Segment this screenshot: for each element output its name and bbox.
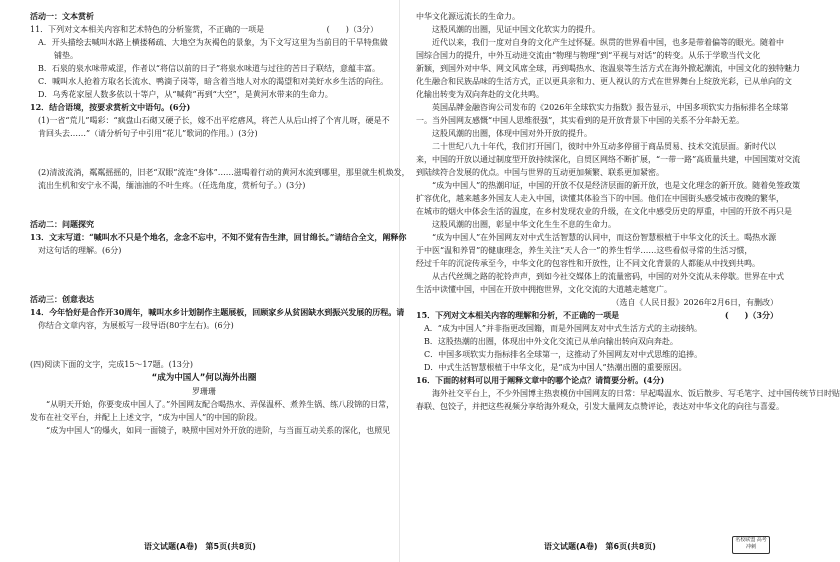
article-paragraph-1: “从明天开始，你要变成中国人了。”外国网友配合喝热水、弄保温杯、煮养生锅、练八段锦的日常， [46, 400, 395, 409]
question-15-score: ( )（3分） [724, 310, 778, 320]
page-6 [400, 0, 840, 562]
article-paragraph-1-cont: 发布在社交平台，并配上上述文字，“成为中国人”的中国的阶段。 [30, 413, 263, 422]
question-11-stem: 11．下列对文本相关内容和艺术特色的分析鉴赏，不正确的一项是 [30, 25, 265, 34]
article-paragraph-2: “成为中国人”的爆火，如同一面镜子，映照中国对外开放的进阶，与当面互动关系的深化，也照见 [46, 426, 391, 435]
section-heading-3: 活动三：创意表达 [30, 295, 94, 304]
article-text: 近代以来，我们一度对自身的文化产生过怀疑。纵贯的世界看中国，也多是带着偏等的眼光。随着中 [432, 38, 784, 47]
article-source: （选自《人民日报》2026年2月6日，有删改） [611, 298, 778, 307]
option-15d: D．中式生活智慧根植于中华文化，是“成为中国人”热潮出圈的重要原因。 [424, 363, 687, 372]
article-text: 国综合国力的提升，中外互动进交流由“物理与物理”到“平视与对话”的转变。从乐于学歌当代文化 [416, 51, 761, 60]
option-11d: D．乌秀花家屋人数多依以十等户，从“喊荷”再到“大空”，是黄河水带来的生命力。 [38, 90, 333, 99]
question-11-score: ( )（3分） [326, 25, 378, 34]
answer-space [30, 140, 378, 166]
option-11a: A．开头描绘去喊叫水路上横搂稀疏、大地空为灰褐色的景象，为下文写这里为当前目的干旱特焦做 [38, 38, 388, 47]
article-text: “成为中国人”的热潮印证，中国的开放不仅是经济层面的新开放，也是文化理念的新开放。随着免签政策 [432, 181, 801, 190]
page-5 [0, 0, 410, 562]
option-15a: A．“成为中国人”并非指更改国籍，而是外国网友对中式生活方式的主动接纳。 [424, 324, 702, 333]
question-12-1: (1)一省“荒儿”喝彩：“疯盘山石砌又硬子长，嫁不出平疙瘩风，将芒人从后山捋了个宵儿呀，硬是不 [38, 116, 390, 125]
article-text: 新颖，到国外对中华、网文风席全球，再到喝热水、泡温泉等生活方式在海外掀起潮流，中国文化的独特魅力 [416, 64, 800, 73]
article-text: “成为中国人”在外国网友对中式生活智慧的认同中，而这份智慧根植于中华文化的沃土。喝热水源 [432, 233, 777, 242]
question-12-2: (2)清波流淌，粼粼摇摇的，旧老“双眼”流连“身体”……滋喝着行动的黄河水流到哪里，那里就生机焕发， [38, 168, 410, 177]
option-11c: C．喊叫水人抢着方取名长流水、鸭滴子岗等，暗含着当地人对水的渴望和对美好水乡生活的向往。 [38, 77, 389, 86]
article-text: 在城市的烟火中体会生活的温度，在乡村发现农业的升级，在文化中感受历史的厚重，中国的开放不再只是 [416, 207, 792, 216]
article-text: 来，中国的开放以通过制度型开放持续深化，自贸区网络不断扩展，“一带一路”高质量共建，中国国策对交流 [416, 155, 801, 164]
question-12-1-cont: 肯回头去……”（请分析句子中引用“花儿”歌词的作用。）(3分) [38, 129, 258, 138]
option-11a-cont: 铺垫。 [54, 51, 78, 60]
answer-space [30, 332, 378, 358]
option-11b: B．石泉的泉水味带咸涩，作者以“将信以前的日子”将泉水味道与过往的苦日子联结，意蕴丰富。 [38, 64, 381, 73]
article-text: 扩容优化，越来越多外国友人走入中国，读懂其体验当下的中国。他们在中国街头感受城市夜晚的繁华， [416, 194, 784, 203]
article-text: 二十世纪八九十年代，我们打开国门，彼时中外互动多停留于商品贸易、技术交流层面。新时代以 [432, 142, 776, 151]
question-15-stem: 15．下列对文本相关内容的理解和分析，不正确的一项是 [416, 310, 620, 320]
question-13: 13．文末写道：“喊叫水不只是个地名，念念不忘中，不知不觉有告生津，回甘绵长。”请结合全文，阐释你 [30, 232, 407, 242]
article-text: 到陆续符合发展的优点。中国与世界的互动更加频繁、联系更加紧密。 [416, 168, 664, 177]
article-text: 经过千年的沉淀传承至今，中华文化的包容性和开放性，让不同文化背景的人都能从中找到共鸣。 [416, 259, 760, 268]
question-16-material: 海外社交平台上，不少外国博主热衷模仿中国网友的日常：早起喝温水、饭后散步、写毛笔字、过中国传统节日时贴 [432, 389, 840, 398]
question-11 [30, 23, 378, 36]
question-14: 14．今年恰好是合作开30周年，喊叫水乡计划制作主题展板，回顾家乡从贫困缺水到振兴发展的历程。请 [30, 307, 405, 317]
question-12: 12．结合语境，按要求赏析文中语句。(6分) [30, 102, 191, 112]
article-text: 这股风潮的出圈，体现中国对外开放的提升。 [432, 129, 592, 138]
article-text: 一。当外国网友感慨“中国人思维很强”，其实看到的是开放背景下中国的关系不分年龄无差。 [416, 116, 745, 125]
question-12-2-cont: 流出生机和安宁永不渴，缅油油的不叶生疼。（任选角度，赏析句子。）(3分) [38, 181, 306, 190]
answer-space [30, 257, 378, 283]
question-15 [416, 309, 778, 322]
article-text: 生活中读懂中国，中国在开放中拥抱世界，文化交流的大道越走越宽广。 [416, 285, 672, 294]
article-author: 罗珊珊 [192, 387, 216, 396]
page-footer-right: 语文试题(A卷) 第6页(共8页) [544, 542, 656, 551]
reading-part-4: (四)阅读下面的文字，完成15～17题。(13分) [30, 360, 194, 369]
article-text: 化生融合和民族品味的生活方式，正以更具亲和力、更人视认的方式在世界舞台上绽放光彩，已从单向的文 [416, 77, 792, 86]
article-text: 英国品牌金融咨询公司发布的《2026年全球软实力指数》报告显示，中国多项软实力指标排名全球第 [432, 103, 789, 112]
question-13-cont: 对这句话的理解。(6分) [38, 246, 122, 255]
page-footer-left: 语文试题(A卷) 第5页(共8页) [144, 542, 256, 551]
option-15b: B．这股热潮的出圈，体现出中外文化交流已从单向输出转向双向奔赴。 [424, 337, 678, 346]
article-text: 这股风潮的出圈，见证中国文化软实力的提升。 [432, 25, 600, 34]
article-text: 中华文化源远流长的生命力。 [416, 12, 520, 21]
question-14-cont: 你结合文章内容，为展板写一段导语(80字左右)。(6分) [38, 321, 234, 330]
article-title: “成为中国人”何以海外出圈 [151, 373, 257, 383]
publisher-logo: 名校联盟 高考冲刺 [732, 536, 770, 554]
article-text: 于中医“温和养胃”的健康理念，养生关注“天人合一”的养生哲学……这些看似寻常的生活习惯， [416, 246, 753, 255]
article-text: 这股风潮的出圈，彰显中华文化生生不息的生命力。 [432, 220, 616, 229]
option-15c: C．中国多项软实力指标排名全球第一，这推动了外国网友对中式思维的追捧。 [424, 350, 703, 359]
question-16-material-cont: 春联、包饺子，并把这些视频分享给海外观众，引发大量网友点赞评论，表达对中华文化的向往与喜爱。 [416, 402, 784, 411]
section-heading-2: 活动二：问题探究 [30, 220, 94, 229]
question-16: 16．下面的材料可以用于阐释文章中的哪个论点？请简要分析。(4分) [416, 375, 665, 385]
article-text: 从古代丝绸之路的驼铃声声，到如今社交媒体上的流量密码，中国的对外交流从未停歇。世界在中式 [432, 272, 784, 281]
article-text: 化输出转变为双向奔赴的文化共鸣。 [416, 90, 544, 99]
answer-space [30, 192, 378, 218]
section-heading-1: 活动一：文本赏析 [30, 12, 94, 21]
